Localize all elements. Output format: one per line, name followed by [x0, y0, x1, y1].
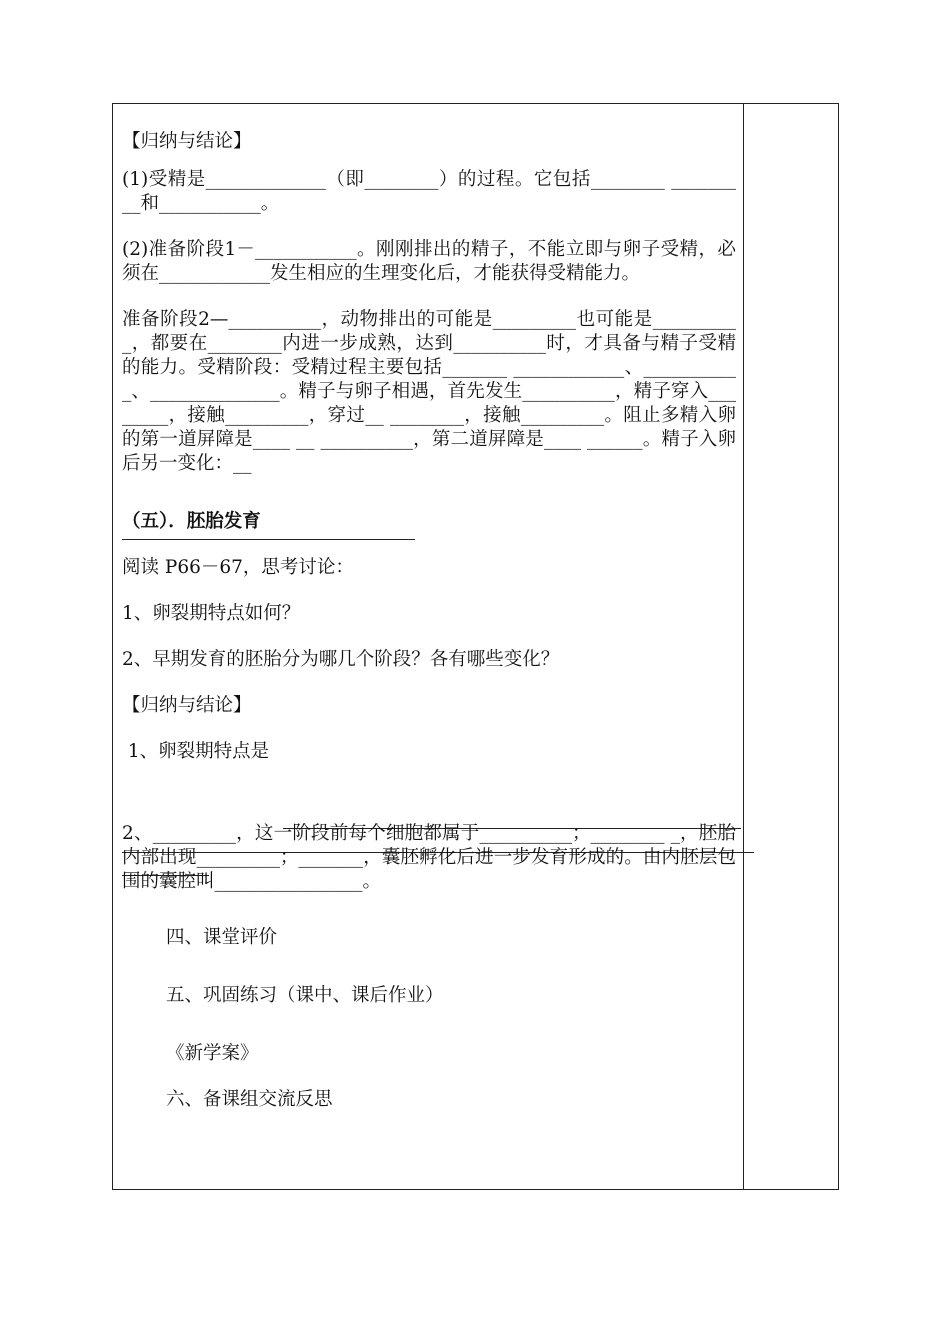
summary-heading-embryo: 【归纳与结论】 — [122, 695, 252, 716]
fertilization-paragraph-3: 准备阶段2—__________，动物排出的可能是_________也可能是__________，都要在________内进一步成熟，达到__________时，才具备与精子受精的能力。受精阶段：受精过程主要包括_______ ____________、___________、______________。精子与卵子相遇，首先发生__________，精子穿入________，接触_________，穿过__ ________，接触_________。阻止多精入卵的第一道屏障是____ __ __________，第二道屏障是____ ______。精子入卵后另一变化：__ — [122, 309, 736, 474]
class-evaluation: 四、课堂评价 — [166, 927, 278, 948]
answer-2-stages: 2、_________，这一阶段前每个细胞都属于__________；________ _，胚胎内部出现_________；_______，囊胚孵化后进一步发育形成的。由内胚层包围的囊腔叫________________。 — [122, 823, 736, 892]
new-study-guide: 《新学案》 — [166, 1043, 259, 1064]
lesson-content — [122, 120, 736, 1112]
consolidation-practice: 五、巩固练习（课中、课后作业） — [166, 985, 444, 1006]
question-2: 2、早期发育的胚胎分为哪几个阶段？各有哪些变化？ — [122, 649, 560, 670]
group-reflection: 六、备课组交流反思 — [166, 1089, 333, 1110]
question-1: 1、卵裂期特点如何？ — [122, 603, 301, 624]
notes-column-divider — [743, 103, 744, 1190]
fertilization-paragraph-2: (2)准备阶段1－___________。刚刚排出的精子，不能立即与卵子受精，必须在____________发生相应的生理变化后，才能获得受精能力。 — [122, 239, 736, 284]
reading-prompt: 阅读 P66－67，思考讨论： — [122, 557, 354, 578]
fertilization-paragraph-1: (1)受精是_____________（即________）的过程。它包括________ _________和___________。 — [122, 169, 736, 214]
answer-1-cleavage: 1、卵裂期特点是 — [122, 741, 270, 762]
embryo-development-heading: （五）．胚胎发育 — [122, 511, 261, 532]
summary-heading-fertilization: 【归纳与结论】 — [122, 131, 252, 152]
